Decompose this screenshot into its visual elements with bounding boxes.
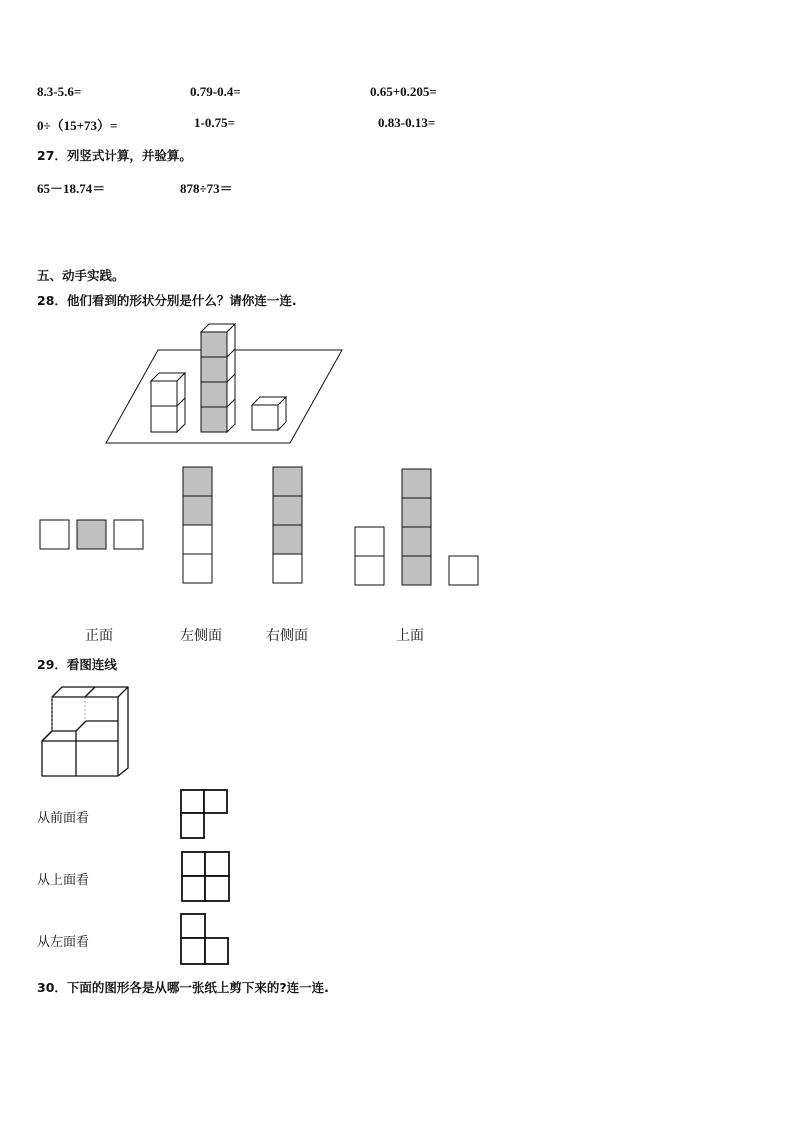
section-5-title: 五、动手实践。 [37,268,125,283]
cube-single-right [252,397,286,430]
q27-expr-1: 65－18.74＝ [37,181,106,196]
q29-view-left [181,914,228,964]
expr-8.3-5.6: 8.3-5.6= [37,84,82,99]
option-view-1 [40,520,143,549]
label-top: 上面 [396,628,424,644]
cube-stack-left [151,373,185,432]
expr-1-0.75: 1-0.75= [194,115,235,130]
label-front: 正面 [85,628,113,644]
q29-solid-shape [42,687,128,776]
option-view-2 [183,467,212,583]
expr-0-div: 0÷（15+73）= [37,118,118,133]
option-view-3 [273,467,302,583]
cube-stack-middle [201,324,235,432]
q27-expr-2: 878÷73＝ [180,181,233,196]
q28-title: 28．他们看到的形状分别是什么？请你连一连. [37,293,297,308]
q29-title: 29．看图连线 [37,657,117,672]
expr-0.65+0.205: 0.65+0.205= [370,84,437,99]
q29-label-left: 从左面看 [37,935,90,950]
q29-hidden-edges [52,697,85,731]
q27-title: 27．列竖式计算，并验算。 [37,148,192,163]
expr-0.83-0.13: 0.83-0.13= [378,115,436,130]
label-right-side: 右侧面 [266,628,308,644]
expr-0.79-0.4: 0.79-0.4= [190,84,241,99]
q29-label-top: 从上面看 [37,873,90,888]
label-left-side: 左侧面 [180,628,222,644]
option-view-4 [355,469,478,585]
q30-title: 30．下面的图形各是从哪一张纸上剪下来的?连一连. [37,980,329,995]
q29-view-top [182,852,229,901]
q29-view-front [181,790,227,838]
q29-label-front: 从前面看 [37,811,90,826]
